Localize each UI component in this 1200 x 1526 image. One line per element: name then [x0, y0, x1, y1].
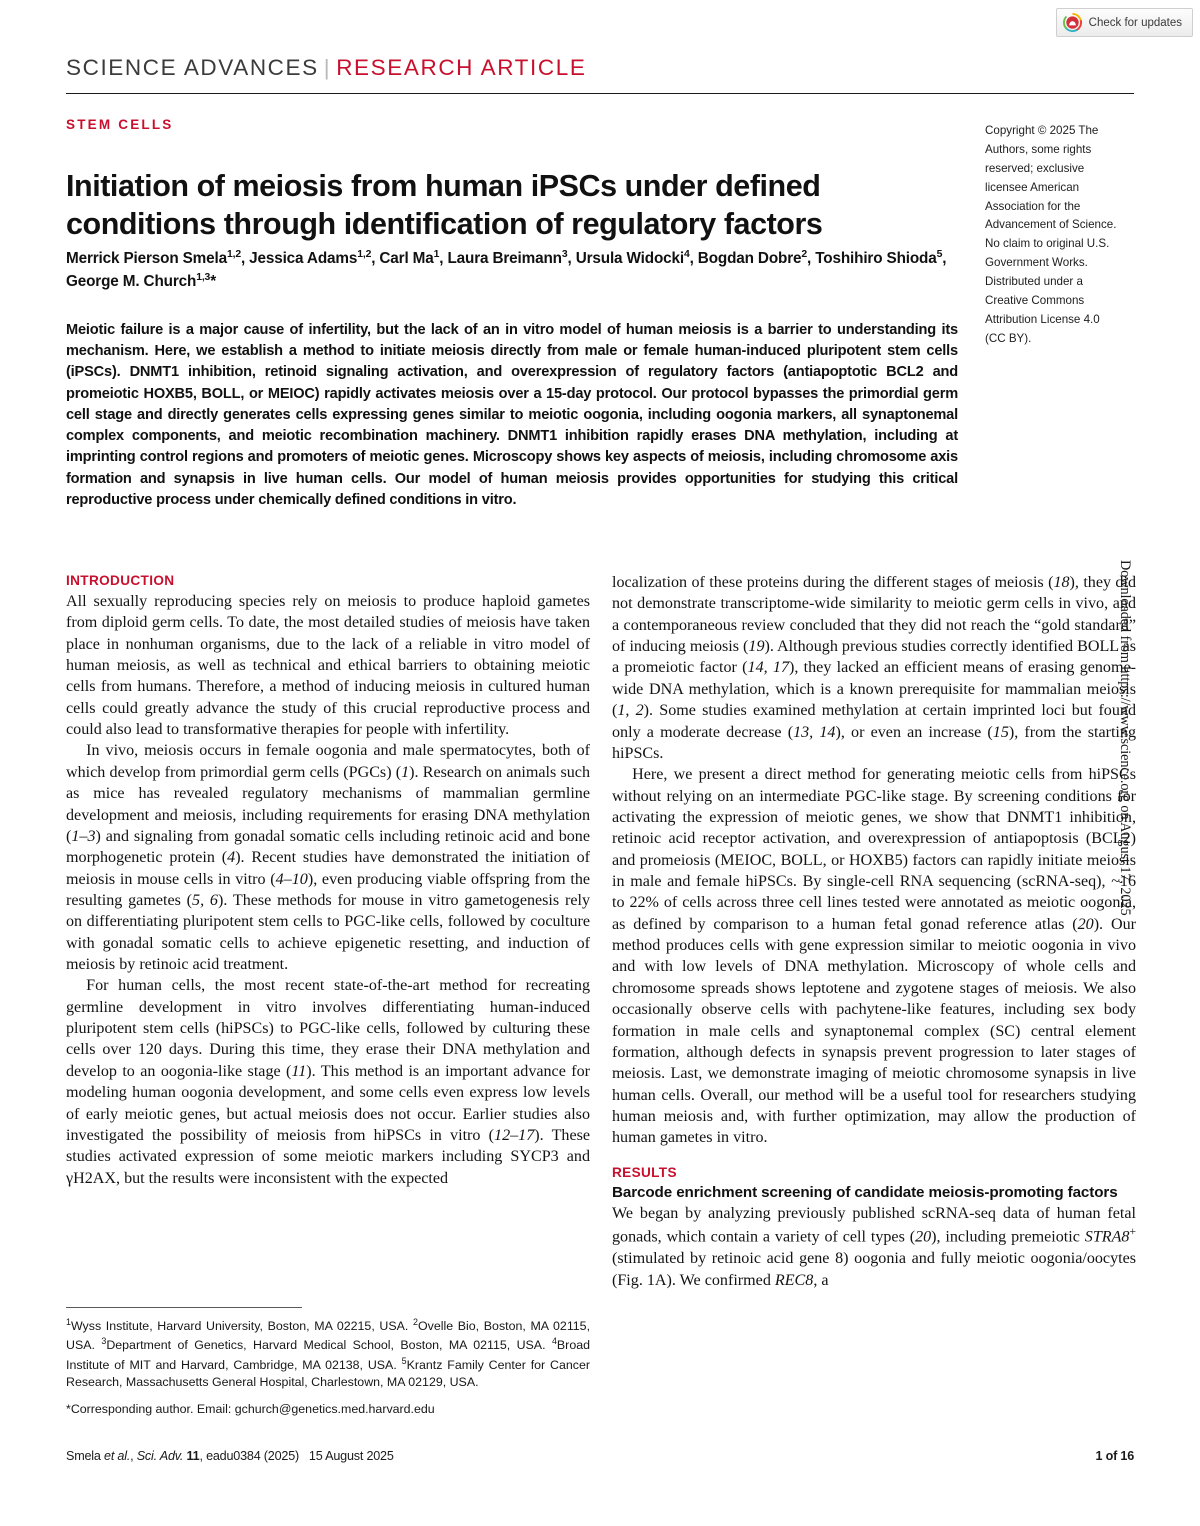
page-footer: [66, 1449, 1134, 1463]
column-left: [66, 572, 590, 1189]
footer-citation: Smela et al., Sci. Adv. 11, eadu0384 (2025) 15 August 2025: [66, 1449, 394, 1463]
section-kicker: STEM CELLS: [66, 117, 174, 132]
author-carl-ma: Carl Ma$^1$: [379, 249, 440, 268]
heading-introduction: INTRODUCTION: [66, 573, 175, 588]
author-george-m-church: George M. Church$^{1,3}$*: [66, 272, 216, 291]
author-ursula-widocki: Ursula Widocki$^4$: [575, 249, 690, 268]
author-bogdan-dobre: Bogdan Dobre$^2$: [697, 249, 808, 268]
citation-author: Smela: [66, 1449, 101, 1463]
paragraph: All sexually reproducing species rely on meiosis to produce haploid gametes from diploid germ cells. To date, the most detailed studies of meiosis have taken place in nonhuman organisms, due to the lack of a reliable in vitro model of human meiosis, as well as technical and ethical barriers to obtaining meiotic cells from humans. Therefore, a method of inducing meiosis in cultured human cells could greatly advance the study of this crucial reproductive process and could also lead to transformative therapies for people with infertility.: [66, 592, 590, 739]
footnotes: [66, 1316, 590, 1418]
masthead-divider: |: [323, 55, 332, 80]
author-laura-breimann: Laura Breimann$^3$: [447, 249, 568, 268]
citation-etal: et al.: [104, 1449, 131, 1463]
affiliations: $^1$Wyss Institute, Harvard University, Boston, MA 02215, USA. $^2$Ovelle Bio, Boston, MA 02115, USA. $^3$Department of Genetics, Harvard Medical School, Boston, MA 02115, USA. $^4$Broad Institute of MIT and Harvard, Cambridge, MA 02138, USA. $^5$Krantz Family Center for Cancer Research, Massachusetts General Hospital, Charlestown, MA 02129, USA.: [66, 1317, 591, 1390]
abstract: Meiotic failure is a major cause of infertility, but the lack of an in vitro model of human meiosis is a barrier to understanding its mechanism. Here, we establish a method to initiate meiosis directly from male or female human-induced pluripotent stem cells (iPSCs). DNMT1 inhibition, retinoid signaling activation, and overexpression of regulatory factors (antiapoptotic BCL2 and promeiotic HOXB5, BOLL, or MEIOC) rapidly activates meiosis over a 15-day protocol. Our protocol bypasses the primordial germ cell stage and directly generates cells expressing genes similar to meiotic oogonia, including oogonia markers, all synaptonemal complex components, and meiotic recombination machinery. DNMT1 inhibition rapidly erases DNA methylation, including at imprinting control regions and promoters of meiotic genes. Microscopy shows key aspects of meiosis, including chromosome axis formation and synapsis in live human cells. Our model of human meiosis provides opportunities for studying this critical reproductive process under chemically defined conditions in vitro.: [66, 322, 958, 508]
crossmark-icon: [1063, 13, 1082, 32]
citation-volume: 11: [186, 1449, 200, 1463]
copyright-notice: Copyright © 2025 The Authors, some rights reserved; exclusive licensee American Association for the Advancement of Science. No claim to original U.S. Government Works. Distributed under a Creative Commons Attribution License 4.0 (CC BY).: [985, 124, 1117, 345]
journal-name: SCIENCE ADVANCES: [66, 55, 319, 80]
check-for-updates-badge[interactable]: [1056, 8, 1193, 37]
corresponding-author: *Corresponding author. Email: gchurch@genetics.med.harvard.edu: [66, 1401, 435, 1416]
citation-date: 15 August 2025: [308, 1449, 394, 1463]
paragraph: In vivo, meiosis occurs in female oogonia and male spermatocytes, both of which develop from primordial germ cells (PGCs) (1). Research on animals such as mice has revealed regulatory mechanisms of mammalian germline development and meiosis, including requirements for erasing DNA methylation (1–3) and signaling from gonadal somatic cells including retinoic acid and bone morphogenetic protein (4). Recent studies have demonstrated the initiation of meiosis in mouse cells in vitro (4–10), even producing viable offspring from the resulting gametes (5, 6). These methods for mouse in vitro gametogenesis rely on differentiating pluripotent stem cells to PGC-like cells, followed by coculture with gonadal somatic cells to achieve epigenetic resetting, and induction of meiosis by retinoic acid treatment.: [66, 742, 591, 974]
author-merrick-pierson-smela: Merrick Pierson Smela$^{1,2}$: [66, 249, 241, 268]
author-jessica-adams: Jessica Adams$^{1,2}$: [249, 249, 372, 268]
results-section: [612, 1164, 1136, 1291]
paragraph: Here, we present a direct method for generating meiotic cells from hiPSCs without relying on an intermediate PGC-like stage. By screening conditions for activating the expression of meiotic genes, we show that DNMT1 inhibition, retinoic acid receptor activation, and overexpression of antiapoptosis (BCL2) and promeiosis (MEIOC, BOLL, or HOXB5) factors can rapidly initiate meiosis in male and female hiPSCs. By single-cell RNA sequencing (scRNA-seq), ~16 to 22% of cells across three cell lines tested were annotated as meiotic oogonia, as defined by comparison to a human fetal gonad reference atlas (20). Our method produces cells with gene expression similar to meiotic oogonia in vivo and with low levels of DNA methylation. Microscopy of whole cells and chromosome spreads shows leptotene and zygotene stages of meiosis. We also occasionally observe cells with pachytene-like features, including sex body formation in male cells and synaptonemal complex (SC) central element formation, although defects in synapsis prevent progression to later stages of meiosis. Last, we demonstrate imaging of meiotic chromosome synapsis in live human cells. Overall, our method will be a useful tool for researchers studying human meiosis and, with further optimization, may allow the production of human gametes in vitro.: [612, 766, 1136, 1147]
page-title: Initiation of meiosis from human iPSCs under defined conditions through identification of regulatory factors: [66, 169, 823, 241]
masthead: [66, 55, 1134, 81]
citation-journal: Sci. Adv.: [136, 1449, 184, 1463]
article-type: RESEARCH ARTICLE: [336, 55, 587, 80]
citation-article-id: , eadu0384 (2025): [199, 1449, 300, 1463]
check-for-updates-label: Check for updates: [1088, 16, 1182, 29]
masthead-rule: [66, 93, 1134, 94]
column-right: [612, 572, 1136, 1291]
paragraph: For human cells, the most recent state-of-the-art method for recreating germline development in vitro involves differentiating human-induced pluripotent stem cells (hiPSCs) to PGC-like cells, followed by culturing these cells over 120 days. During this time, they erase their DNA methylation and develop to an oogonia-like stage (11). This method is an important advance for modeling human oogonia development, and some cells even express low levels of early meiotic genes, but actual meiosis does not occur. Earlier studies also investigated the possibility of meiosis from hiPSCs in vitro (12–17). These studies activated expression of some meiotic markers including SYCP3 and γH2AX, but the results were inconsistent with the expected: [66, 977, 591, 1187]
author-list: Merrick Pierson Smela$^{1,2}$, Jessica Adams$^{1,2}$, Carl Ma$^1$, Laura Breimann$^3$, Ursula Widocki$^4$, Bogdan Dobre$^2$, Toshihiro Shioda$^5$, George M. Church$^{1,3}$*: [66, 249, 947, 291]
subheading-barcode-enrichment: Barcode enrichment screening of candidate meiosis-promoting factors: [612, 1183, 1118, 1201]
footnote-divider: [66, 1307, 302, 1308]
page-number: 1 of 16: [1095, 1449, 1134, 1463]
paragraph: localization of these proteins during the different stages of meiosis (18), they did not demonstrate transcriptome-wide similarity to meiotic germ cells in vivo, and a contemporaneous review concluded that they did not reach the “gold standard” of inducing meiosis (19). Although previous studies correctly identified BOLL as a promeiotic factor (14, 17), they lacked an efficient means of erasing genome-wide DNA methylation, which is a known prerequisite for mammalian meiosis (1, 2). Some studies examined methylation at certain imprinted loci but found only a moderate decrease (13, 14), or even an increase (15), from the starting hiPSCs.: [612, 574, 1137, 762]
download-stamp: Downloaded from https://www.science.org on August 17, 2025: [1117, 560, 1133, 916]
heading-results: RESULTS: [612, 1164, 677, 1180]
paragraph: We began by analyzing previously published scRNA-seq data of human fetal gonads, which contain a variety of cell types (20), including premeiotic STRA8+ (stimulated by retinoic acid gene 8) oogonia and fully meiotic oogonia/oocytes (Fig. 1A). We confirmed REC8, a: [612, 1205, 1137, 1289]
author-toshihiro-shioda: Toshihiro Shioda$^5$: [815, 249, 943, 268]
